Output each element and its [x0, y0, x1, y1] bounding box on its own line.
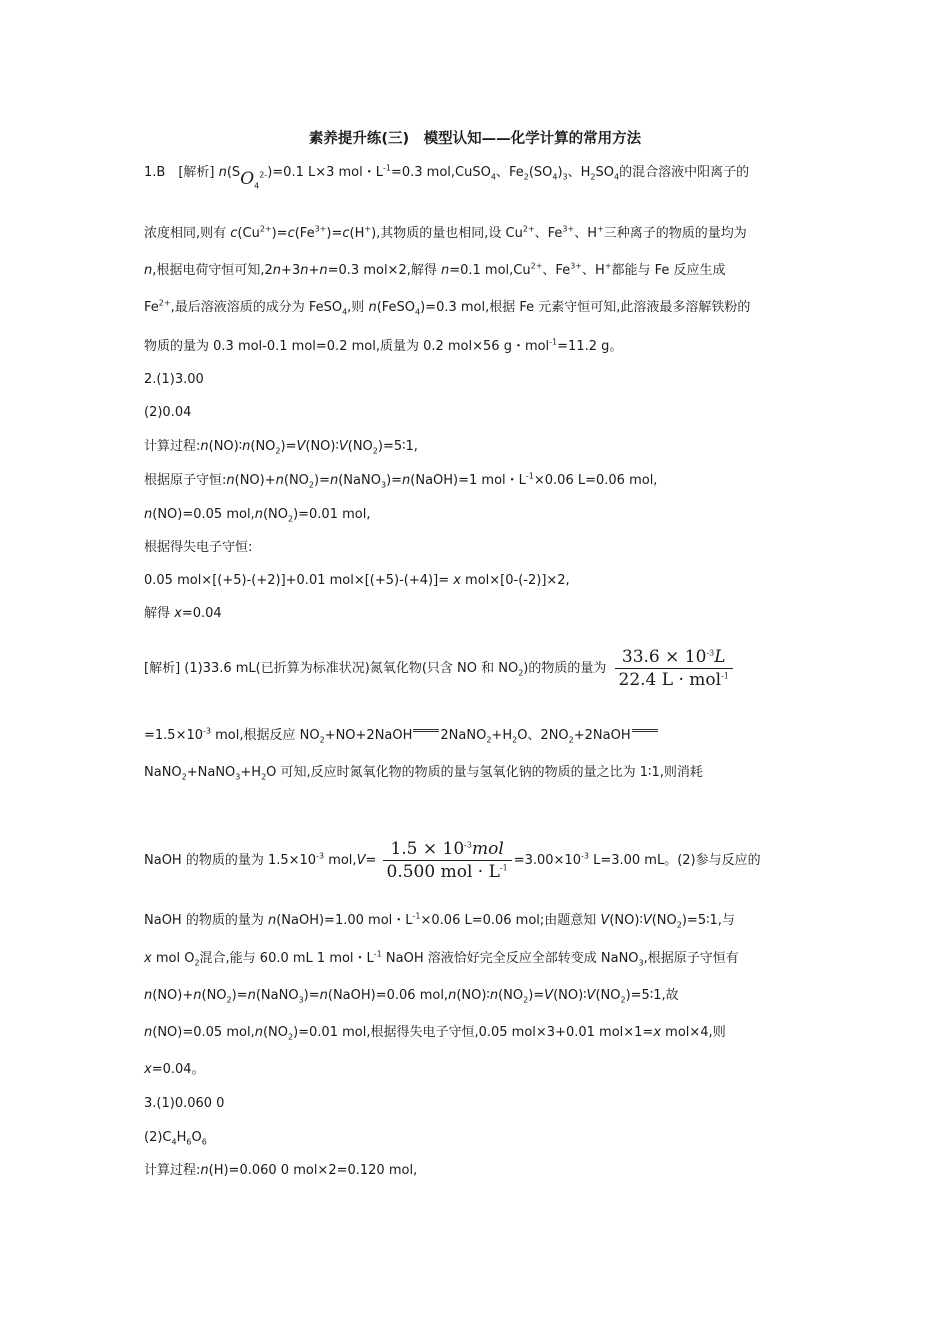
fraction-gas-moles: [615, 646, 733, 691]
q2-analysis-line-4: NaOH 的物质的量为 $1.5\times 10^{-3}$ mol,V= $\frac{1.5 \times 10^{-3}mol}{0.500 mol \cdot L^{-1}}$ $=3.00\times 10^{-3}$ L=3.00 mL。(2)参与反应的: [144, 839, 761, 882]
fraction-volume: [383, 838, 512, 883]
page-title: 素养提升练(三) 模型认知——化学计算的常用方法: [308, 131, 642, 147]
q2-analysis-line-6: x mol $O_2$混合,能与 60.0 mL 1 mol・$L^{-1}$ NaOH 溶液恰好完全反应全部转变成 NaNO$_3$,根据原子守恒有: [144, 949, 739, 968]
q2-analysis-line-8: n(NO)=0.05 $mol,n(NO_2)=0.01$ mol,根据得失电子守恒,0.05 mol×3+0.01 mol×1=x mol×4,则: [144, 1025, 726, 1042]
fraction-numerator: $1.5 \times 10^{-3}mol$: [383, 838, 512, 861]
q3-answer-1: 3.(1)0.060 0: [144, 1096, 225, 1111]
q2-electron-label: 根据得失电子守恒:: [144, 540, 253, 555]
fraction-numerator: $33.6 \times 10^{-3}L$: [615, 646, 733, 669]
fraction-denominator: 0.500 mol · $L^{-1}$: [386, 862, 508, 882]
q2-result-line: n(NO)=0.05 $mol,n(NO_2)=0.01$ mol,: [144, 507, 371, 524]
reaction-equals-sign: [632, 729, 658, 732]
q2-calc-line: 计算过程$:n(NO)∶n(NO_2)=V(NO)∶V(NO_2)=5∶1$,: [144, 439, 418, 456]
q2-answer-1: 2.(1)3.00: [144, 372, 204, 387]
q2-analysis-line-9: x=0.04。: [144, 1062, 205, 1077]
q1-line-4: $Fe^{2+}$,最后溶液溶质的成分为 FeSO$_4$,则 n(FeSO$_4$)=0.3 mol,根据 Fe 元素守恒可知,此溶液最多溶解铁粉的: [144, 298, 751, 317]
reaction-equals-sign: [413, 729, 439, 732]
fraction-denominator: 22.4 L · mol$^{-1}$: [618, 670, 729, 690]
q2-analysis-line-2: $=1.5\times 10^{-3}$ mol,根据反应 $NO_2+NO+2NaOH$ $2NaNO_2+H_2O$、$2NO_2+2NaOH$: [144, 727, 659, 745]
q2-equation-line: 0.05 mol×[(+5)-(+2)]+0.01 mol×[(+5)-(+4)]= x mol×[0-(-2)]×2,: [144, 573, 570, 588]
q1-line-5: 物质的量为 0.3 mol-0.1 mol=0.2 mol,质量为 0.2 mol×56 g・mol$^{-1}$=11.2 g。: [144, 337, 623, 354]
q2-answer-2: (2)0.04: [144, 405, 192, 420]
q3-calc-line: 计算过程:n(H)=0.060 0 mol×2=0.120 mol,: [144, 1163, 418, 1178]
q2-analysis-line-7: $n(NO)+n(NO_2)=n(NaNO_3)=n(NaOH)=0.06$ $mol,n(NO)∶n(NO_2)=V(NO)∶V(NO_2)=5∶1$,故: [144, 988, 679, 1005]
q2-analysis-line-3: $NaNO_2+NaNO_3+H_2O$ 可知,反应时氮氧化物的物质的量与氢氧化钠的物质的量之比为 1∶1,则消耗: [144, 765, 703, 782]
q2-analysis-line-5: NaOH 的物质的量为 n(NaOH)=1.00 mol・$L^{-1}\times 0.06$ L=0.06 mol;由题意知 $V(NO)∶V(NO_2)=5∶1$,与: [144, 911, 735, 930]
q1-line-1: 1.B [解析] $n(SO_4^{2-})=0.1$ L×3 mol・$L^{-1}=0.3$ mol,CuSO$_4$、$Fe_2(SO_4)_3$、$H_2SO_4$的混合溶液中阳离子的: [144, 163, 750, 191]
q3-answer-2: $(2)C_4H_6O_6$: [144, 1130, 207, 1147]
q1-line-3: n,根据电荷守恒可知,2n+3n+n=0.3 mol×2,解得 n=0.1 $mol,Cu^{2+}$、$Fe^{3+}$、H+都能与 Fe 反应生成: [144, 261, 726, 278]
q2-analysis-line-1: [解析] (1)33.6 mL(已折算为标准状况)氮氧化物(只含 NO 和 $NO_2$)的物质的量为 $\frac{33.6 \times 10^{-3}L}{22.4 L \cdot mol^{-1}}$: [144, 646, 733, 691]
q2-conservation-line: 根据原子守恒$:n(NO)+n(NO_2)=n(NaNO_3)=n(NaOH)=1$ mol・$L^{-1}\times 0.06$ L=0.06 mol,: [144, 471, 658, 490]
sulfate-O-glyph: $O_4^{2-}$: [240, 169, 268, 191]
q2-solve-line: 解得 x=0.04: [144, 606, 222, 621]
q1-line-2: 浓度相同,则有 $c(Cu^{2+})=c(Fe^{3+})=c(H^+)$,其物质的量也相同,设 $Cu^{2+}$、$Fe^{3+}$、H+三种离子的物质的量均为: [144, 224, 747, 241]
